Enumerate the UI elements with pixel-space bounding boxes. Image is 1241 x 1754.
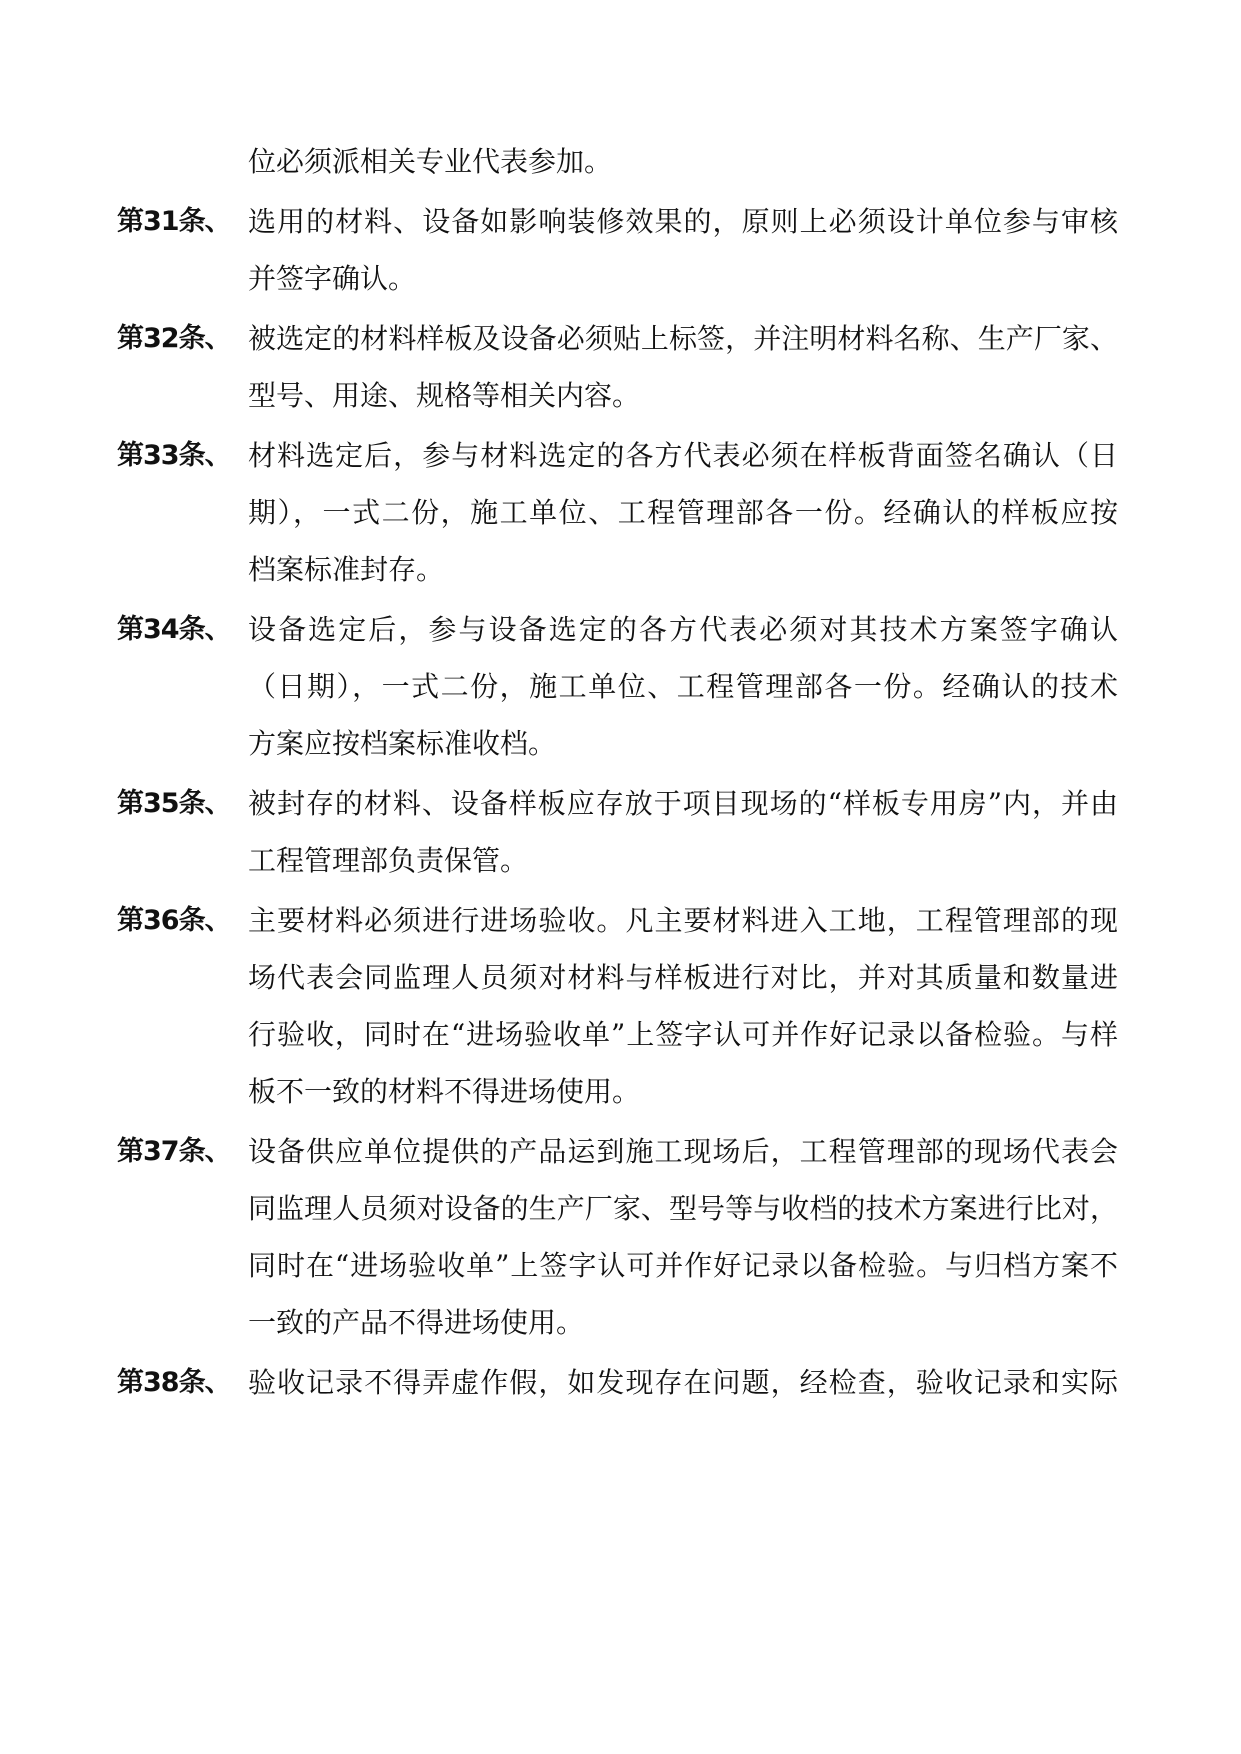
text-line <box>0 259 1241 299</box>
line-text: 被选定的材料样板及设备必须贴上标签，并注明材料名称、生产厂家、 <box>248 322 1118 355</box>
text-line <box>0 841 1241 881</box>
line-text: 并签字确认。 <box>248 262 417 295</box>
line-text: 期），一式二份，施工单位、工程管理部各一份。经确认的样板应按 <box>248 496 1118 529</box>
line-text: 一致的产品不得进场使用。 <box>248 1306 585 1339</box>
line-text: 材料选定后，参与材料选定的各方代表必须在样板背面签名确认（日 <box>248 439 1118 472</box>
text-line <box>0 901 1241 941</box>
text-line <box>0 784 1241 824</box>
text-line <box>0 376 1241 416</box>
text-line <box>0 202 1241 242</box>
article-label: 第38条、 <box>117 1367 231 1398</box>
line-text: 方案应按档案标准收档。 <box>248 727 557 760</box>
text-line <box>0 1132 1241 1172</box>
line-text: 设备供应单位提供的产品运到施工现场后，工程管理部的现场代表会 <box>248 1135 1118 1168</box>
line-text: 同时在“进场验收单”上签字认可并作好记录以备检验。与归档方案不 <box>248 1249 1118 1282</box>
line-text: 行验收，同时在“进场验收单”上签字认可并作好记录以备检验。与样 <box>248 1018 1118 1051</box>
text-line <box>0 142 1241 182</box>
text-line <box>0 1303 1241 1343</box>
text-line <box>0 319 1241 359</box>
text-line <box>0 436 1241 476</box>
text-line <box>0 1072 1241 1112</box>
article-label: 第32条、 <box>117 323 231 354</box>
line-text: （日期），一式二份，施工单位、工程管理部各一份。经确认的技术 <box>248 670 1118 703</box>
text-line <box>0 1363 1241 1403</box>
line-text: 选用的材料、设备如影响装修效果的，原则上必须设计单位参与审核 <box>248 205 1118 238</box>
line-text: 验收记录不得弄虚作假，如发现存在问题，经检查，验收记录和实际 <box>248 1366 1118 1399</box>
text-line <box>0 493 1241 533</box>
line-text: 同监理人员须对设备的生产厂家、型号等与收档的技术方案进行比对， <box>248 1192 1118 1225</box>
article-label: 第31条、 <box>117 206 231 237</box>
line-text: 型号、用途、规格等相关内容。 <box>248 379 641 412</box>
article-label: 第35条、 <box>117 788 231 819</box>
line-text: 设备选定后，参与设备选定的各方代表必须对其技术方案签字确认 <box>248 613 1118 646</box>
text-line <box>0 958 1241 998</box>
text-line <box>0 1189 1241 1229</box>
line-text: 档案标准封存。 <box>248 553 445 586</box>
line-text: 工程管理部负责保管。 <box>248 844 529 877</box>
article-label: 第36条、 <box>117 905 231 936</box>
line-text: 位必须派相关专业代表参加。 <box>248 145 613 178</box>
text-line <box>0 724 1241 764</box>
line-text: 场代表会同监理人员须对材料与样板进行对比，并对其质量和数量进 <box>248 961 1118 994</box>
text-line <box>0 610 1241 650</box>
line-text: 板不一致的材料不得进场使用。 <box>248 1075 641 1108</box>
text-line <box>0 667 1241 707</box>
article-label: 第34条、 <box>117 614 231 645</box>
text-line <box>0 550 1241 590</box>
article-label: 第37条、 <box>117 1136 231 1167</box>
text-line <box>0 1015 1241 1055</box>
line-text: 被封存的材料、设备样板应存放于项目现场的“样板专用房”内，并由 <box>248 787 1118 820</box>
text-line <box>0 1246 1241 1286</box>
article-label: 第33条、 <box>117 440 231 471</box>
line-text: 主要材料必须进行进场验收。凡主要材料进入工地，工程管理部的现 <box>248 904 1118 937</box>
